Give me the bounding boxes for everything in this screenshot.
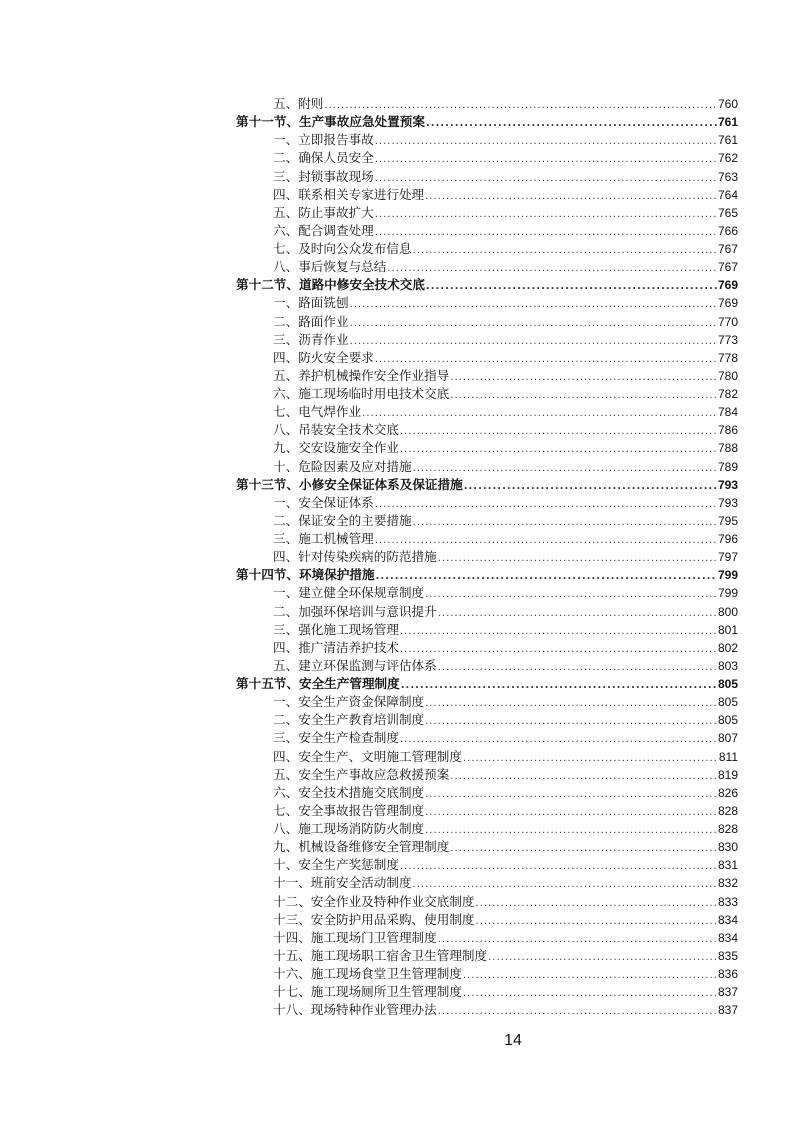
toc-entry-title: 十五、施工现场职工宿舍卫生管理制度 xyxy=(273,947,488,963)
toc-entry-title: 第十三节、小修安全保证体系及保证措施 xyxy=(236,476,463,492)
toc-entry[interactable] xyxy=(236,403,738,421)
toc-entry[interactable] xyxy=(236,349,738,367)
dot-leader xyxy=(362,405,717,423)
toc-entry[interactable] xyxy=(236,766,738,784)
dot-leader xyxy=(438,1003,717,1021)
dot-leader xyxy=(375,206,717,224)
toc-entry-page: 799 xyxy=(717,586,738,601)
toc-entry[interactable] xyxy=(236,929,738,947)
toc-entry-page: 832 xyxy=(717,876,738,891)
toc-entry-title: 六、施工现场临时用电技术交底 xyxy=(273,386,450,401)
toc-entry-title: 十三、安全防护用品采购、使用制度 xyxy=(273,911,475,927)
toc-entry-title: 八、吊装安全技术交底 xyxy=(273,422,399,438)
toc-entry-title: 十、危险因素及应对措施 xyxy=(273,458,412,474)
toc-entry[interactable] xyxy=(236,911,738,929)
toc-entry[interactable] xyxy=(236,856,738,874)
toc-entry[interactable] xyxy=(236,947,738,965)
toc-entry-page: 830 xyxy=(717,840,738,855)
toc-entry[interactable] xyxy=(236,657,738,675)
dot-leader xyxy=(463,750,718,768)
toc-entry[interactable] xyxy=(236,584,738,602)
toc-entry-title: 第十四节、环境保护措施 xyxy=(236,567,375,583)
toc-entry-title: 一、安全生产资金保障制度 xyxy=(273,694,425,710)
dot-leader xyxy=(450,387,717,405)
toc-entry-title: 七、安全事故报告管理制度 xyxy=(273,802,425,818)
toc-entry-title: 十、安全生产奖惩制度 xyxy=(273,857,399,873)
dot-leader xyxy=(413,242,717,260)
toc-entry-page: 834 xyxy=(717,930,738,945)
toc-entry-title: 三、安全生产检查制度 xyxy=(273,730,399,746)
toc-entry-title: 九、机械设备维修安全管理制度 xyxy=(273,839,450,855)
toc-entry-title: 四、联系相关专家进行处理 xyxy=(273,186,425,202)
toc-entry-page: 803 xyxy=(717,658,738,673)
dot-leader xyxy=(450,369,717,387)
toc-entry[interactable] xyxy=(236,965,738,983)
toc-entry-title: 二、安全生产教育培训制度 xyxy=(273,712,425,728)
dot-leader xyxy=(450,840,717,858)
toc-entry[interactable] xyxy=(236,548,738,566)
dot-leader xyxy=(387,260,717,278)
toc-entry-title: 六、安全技术措施交底制度 xyxy=(273,784,425,800)
toc-entry-page: 761 xyxy=(717,115,738,130)
dot-leader xyxy=(401,677,717,695)
dot-leader xyxy=(375,133,717,151)
dot-leader xyxy=(425,822,717,840)
toc-entry-title: 五、养护机械操作安全作业指导 xyxy=(273,367,450,383)
toc-entry-title: 一、建立健全环保规章制度 xyxy=(273,585,425,601)
dot-leader xyxy=(400,858,717,876)
toc-entry-page: 837 xyxy=(717,985,738,1000)
dot-leader xyxy=(438,659,717,677)
toc-entry[interactable] xyxy=(236,711,738,729)
dot-leader xyxy=(400,441,717,459)
dot-leader xyxy=(425,586,717,604)
toc-entry-page: 780 xyxy=(717,368,738,383)
toc-entry-title: 四、防火安全要求 xyxy=(273,349,374,365)
toc-entry-page: 782 xyxy=(717,387,738,401)
dot-leader xyxy=(425,695,717,713)
toc-entry[interactable] xyxy=(236,458,738,476)
toc-entry[interactable] xyxy=(236,802,738,820)
dot-leader xyxy=(476,913,717,931)
toc-entry-page: 805 xyxy=(717,713,738,728)
toc-entry-page: 761 xyxy=(717,133,738,148)
dot-leader xyxy=(400,623,717,641)
toc-section-heading[interactable] xyxy=(236,675,738,693)
dot-leader xyxy=(425,188,717,206)
toc-entry[interactable] xyxy=(236,294,738,312)
toc-entry-page: 770 xyxy=(717,314,738,329)
toc-entry-page: 797 xyxy=(717,550,738,565)
toc-entry-title: 二、保证安全的主要措施 xyxy=(273,512,412,528)
dot-leader xyxy=(375,151,717,169)
toc-entry-title: 一、安全保证体系 xyxy=(273,494,374,510)
dot-leader xyxy=(476,895,717,913)
toc-entry[interactable] xyxy=(236,131,738,149)
toc-entry-title: 一、路面铣刨 xyxy=(273,295,349,311)
toc-entry-page: 833 xyxy=(717,894,738,909)
dot-leader xyxy=(426,278,717,296)
toc-entry-page: 767 xyxy=(717,242,738,256)
toc-entry-title: 十二、安全作业及特种作业交底制度 xyxy=(273,893,475,909)
toc-entry[interactable] xyxy=(236,639,738,657)
toc-entry-page: 765 xyxy=(717,205,738,220)
dot-leader xyxy=(463,985,717,1003)
toc-entry-page: 807 xyxy=(717,731,738,746)
toc-entry-page: 835 xyxy=(717,948,738,963)
toc-entry-title: 七、电气焊作业 xyxy=(273,404,362,420)
dot-leader xyxy=(450,768,717,786)
dot-leader xyxy=(376,568,717,586)
toc-entry[interactable] xyxy=(236,693,738,711)
toc-entry[interactable] xyxy=(236,149,738,167)
toc-entry[interactable] xyxy=(236,186,738,204)
toc-entry-title: 六、配合调查处理 xyxy=(273,222,374,238)
toc-entry-title: 二、路面作业 xyxy=(273,313,349,329)
toc-entry-title: 二、加强环保培训与意识提升 xyxy=(273,603,437,619)
dot-leader xyxy=(488,949,717,967)
toc-entry-title: 五、建立环保监测与评估体系 xyxy=(273,657,437,673)
toc-entry-title: 四、针对传染疾病的防范措施 xyxy=(273,549,437,565)
dot-leader xyxy=(426,115,717,133)
toc-entry[interactable] xyxy=(236,258,738,276)
toc-entry[interactable] xyxy=(236,95,738,113)
toc-entry-title: 三、强化施工现场管理 xyxy=(273,621,399,637)
toc-entry-title: 八、事后恢复与总结 xyxy=(273,259,387,275)
toc-entry-page: 800 xyxy=(717,604,738,619)
toc-entry-page: 788 xyxy=(717,441,738,456)
dot-leader xyxy=(350,315,717,333)
table-of-contents xyxy=(236,95,738,1019)
toc-entry-title: 第十二节、道路中修安全技术交底 xyxy=(236,277,425,293)
toc-entry[interactable] xyxy=(236,385,738,403)
toc-entry[interactable] xyxy=(236,893,738,911)
toc-entry-title: 九、交安设施安全作业 xyxy=(273,440,399,456)
toc-entry-title: 十六、施工现场食堂卫生管理制度 xyxy=(273,966,462,981)
toc-entry-page: 799 xyxy=(717,568,738,583)
toc-entry-title: 五、附则 xyxy=(273,96,324,111)
toc-entry-page: 837 xyxy=(717,1003,738,1018)
toc-entry-title: 十四、施工现场门卫管理制度 xyxy=(273,929,437,945)
dot-leader xyxy=(350,333,717,351)
dot-leader xyxy=(438,605,717,623)
toc-entry-page: 801 xyxy=(717,622,738,637)
toc-entry-page: 769 xyxy=(717,296,738,311)
toc-entry-page: 796 xyxy=(717,532,738,546)
toc-entry-page: 834 xyxy=(717,912,738,927)
toc-entry[interactable] xyxy=(236,983,738,1001)
dot-leader xyxy=(425,786,717,804)
dot-leader xyxy=(375,224,717,242)
toc-entry[interactable] xyxy=(236,313,738,331)
toc-entry-page: 802 xyxy=(717,640,738,655)
dot-leader xyxy=(400,641,717,659)
toc-entry-page: 805 xyxy=(717,695,738,710)
toc-entry[interactable] xyxy=(236,204,738,222)
dot-leader xyxy=(413,514,717,532)
dot-leader xyxy=(375,170,717,188)
dot-leader xyxy=(425,713,717,731)
toc-entry-title: 一、立即报告事故 xyxy=(273,132,374,148)
toc-entry[interactable] xyxy=(236,331,738,349)
toc-entry-title: 三、施工机械管理 xyxy=(273,531,374,546)
toc-entry-page: 764 xyxy=(717,187,738,202)
toc-entry[interactable] xyxy=(236,1001,738,1019)
dot-leader xyxy=(350,296,717,314)
toc-section-heading[interactable] xyxy=(236,476,738,494)
toc-section-heading[interactable] xyxy=(236,566,738,584)
toc-entry[interactable] xyxy=(236,621,738,639)
dot-leader xyxy=(400,423,717,441)
toc-entry[interactable] xyxy=(236,222,738,240)
toc-entry-page: 793 xyxy=(717,495,738,510)
toc-entry-title: 十八、现场特种作业管理办法 xyxy=(273,1002,437,1018)
toc-entry-title: 第十一节、生产事故应急处置预案 xyxy=(236,114,425,130)
toc-entry[interactable] xyxy=(236,784,738,802)
toc-entry[interactable] xyxy=(236,729,738,747)
toc-entry[interactable] xyxy=(236,874,738,892)
toc-entry[interactable] xyxy=(236,439,738,457)
toc-entry-title: 七、及时向公众发布信息 xyxy=(273,241,412,256)
toc-entry-page: 828 xyxy=(717,803,738,818)
dot-leader xyxy=(438,550,717,568)
toc-entry-page: 831 xyxy=(717,858,738,873)
toc-entry-page: 784 xyxy=(717,405,738,420)
toc-entry-title: 三、沥青作业 xyxy=(273,331,349,347)
toc-entry[interactable] xyxy=(236,748,738,766)
toc-entry-title: 第十五节、安全生产管理制度 xyxy=(236,676,400,691)
dot-leader xyxy=(463,967,717,985)
toc-entry[interactable] xyxy=(236,240,738,258)
dot-leader xyxy=(375,496,717,514)
toc-entry-title: 十七、施工现场厕所卫生管理制度 xyxy=(273,984,462,1000)
toc-entry-page: 805 xyxy=(717,677,738,691)
toc-entry-title: 五、防止事故扩大 xyxy=(273,204,374,220)
toc-entry-page: 763 xyxy=(717,169,738,184)
toc-entry-page: 811 xyxy=(718,749,738,764)
dot-leader xyxy=(464,478,717,496)
toc-entry-page: 766 xyxy=(717,223,738,238)
toc-entry-page: 789 xyxy=(717,459,738,474)
toc-entry-title: 四、推广清洁养护技术 xyxy=(273,639,399,655)
toc-entry-page: 819 xyxy=(717,767,738,782)
toc-entry-page: 767 xyxy=(717,260,738,275)
toc-section-heading[interactable] xyxy=(236,113,738,131)
toc-entry[interactable] xyxy=(236,512,738,530)
toc-entry[interactable] xyxy=(236,530,738,548)
toc-entry[interactable] xyxy=(236,838,738,856)
toc-entry-title: 三、封锁事故现场 xyxy=(273,168,374,184)
toc-entry[interactable] xyxy=(236,421,738,439)
toc-entry-page: 773 xyxy=(717,332,738,347)
toc-entry[interactable] xyxy=(236,168,738,186)
toc-entry-page: 795 xyxy=(717,513,738,528)
toc-entry-page: 778 xyxy=(717,350,738,365)
toc-entry-page: 760 xyxy=(717,97,738,111)
toc-entry[interactable] xyxy=(236,494,738,512)
toc-entry-page: 762 xyxy=(717,151,738,166)
toc-entry-page: 826 xyxy=(717,785,738,800)
toc-entry[interactable] xyxy=(236,367,738,385)
toc-entry-title: 五、安全生产事故应急救援预案 xyxy=(273,766,450,782)
toc-entry-page: 828 xyxy=(717,822,738,836)
toc-entry[interactable] xyxy=(236,820,738,838)
dot-leader xyxy=(425,804,717,822)
toc-entry-title: 八、施工现场消防防火制度 xyxy=(273,821,425,836)
toc-entry-page: 786 xyxy=(717,423,738,438)
toc-entry-page: 836 xyxy=(717,967,738,981)
toc-entry-page: 769 xyxy=(717,278,738,293)
toc-entry[interactable] xyxy=(236,603,738,621)
toc-entry-title: 二、确保人员安全 xyxy=(273,150,374,166)
toc-section-heading[interactable] xyxy=(236,276,738,294)
toc-entry-title: 十一、班前安全活动制度 xyxy=(273,875,412,891)
toc-entry-title: 四、安全生产、文明施工管理制度 xyxy=(273,748,462,764)
page-number: 14 xyxy=(504,1032,522,1049)
toc-entry-page: 793 xyxy=(717,477,738,492)
